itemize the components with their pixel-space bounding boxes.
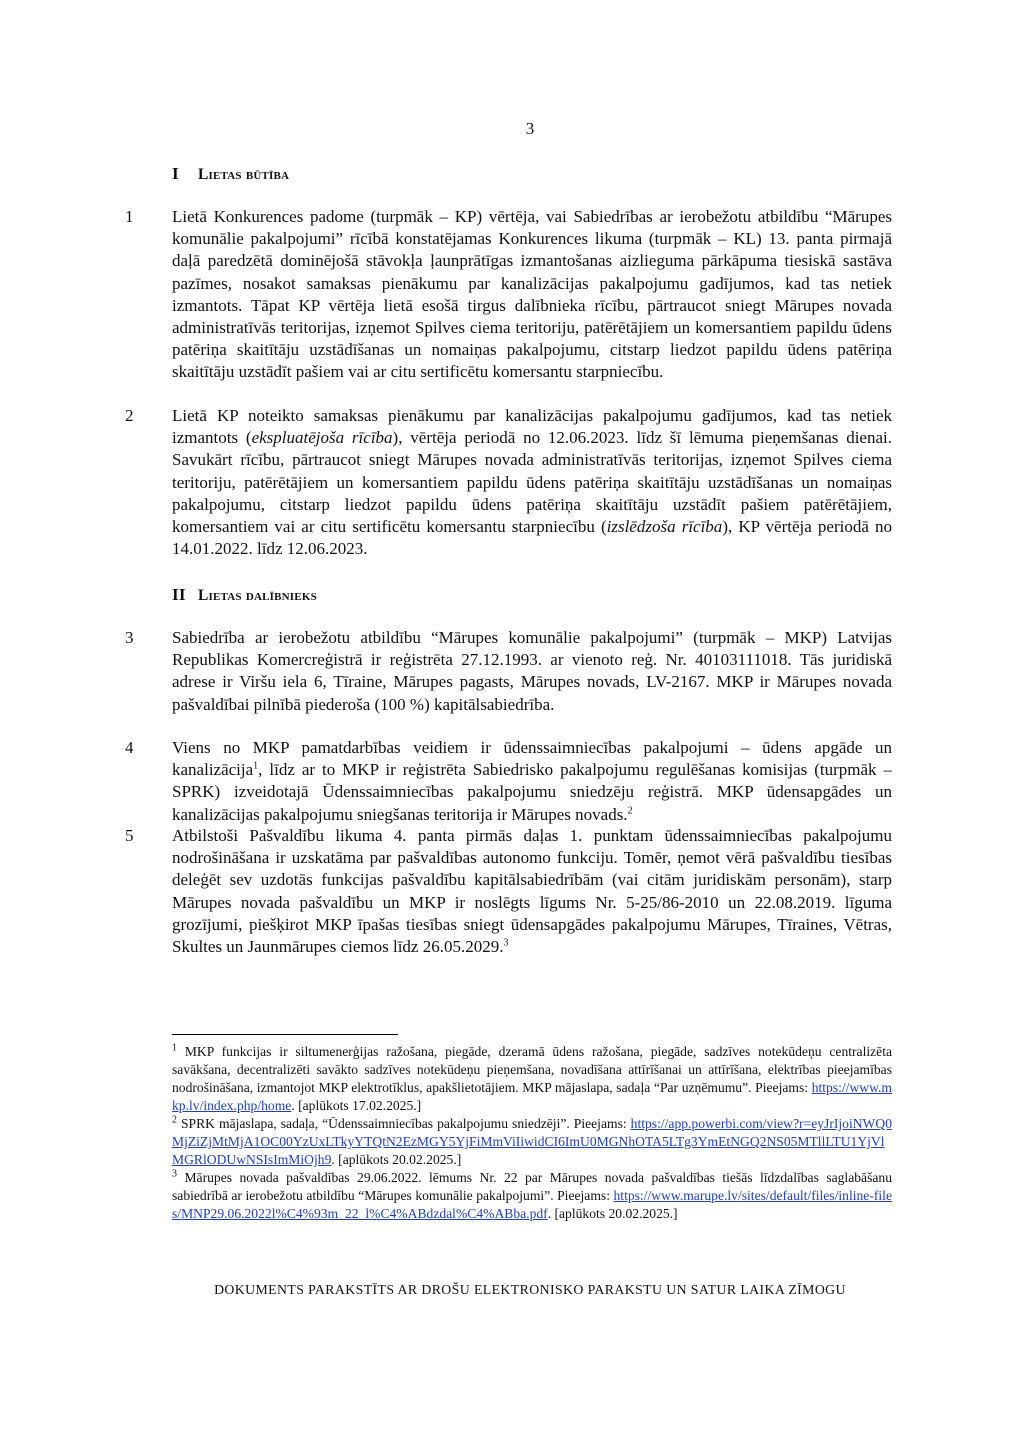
paragraph-text: Lietā Konkurences padome (turpmāk – KP) vērtēja, vai Sabiedrības ar ierobežotu atbildību “Mārupes komunālie pakalpojumi” rīcībā konstatējamas Konkurences likuma (turpmāk – KL) 13. panta pirmajā daļā paredzētā dominējošā stāvokļa ļaunprātīgas izmantošanas aizlieguma pārkāpuma tiesiskā sastāva pazīmes, nosakot samaksas pienākumu par kanalizācijas pakalpojumu gadījumos, kad tas netiek izmantots. Tāpat KP vērtēja lietā esošā tirgus dalībnieka rīcību, pārtraucot sniegt Mārupes novada administratīvās teritorijas, izņemot Spilves ciema teritoriju, patērētājiem un komersantiem papildu ūdens patēriņa skaitītāju uzstādīšanas un nomaiņas pakalpojumu, citstarp liedzot papildu ūdens patēriņa skaitītāju uzstādīt pašiem vai ar citu sertificētu komersantu starpniecību. [172,207,892,382]
paragraph-2 [125,405,892,560]
paragraph-4 [125,737,892,826]
footnote-2: $^2$ SPRK mājaslapa, sadaļa, “Ūdenssaimniecības pakalpojumu sniedzēji”. Pieejams: https://app.powerbi.com/view?r=eyJrIjoiNWQ0MjZiZjMtMjA1OC00YzUxLTkyYTQtN2EzMGY5YjFiMmViIiwidCI6ImU0MGNhOTA5LTg3YmEtNGQ2NS05MTllLTU1YjVlMGRlODUwNSIsImMiOjh9. [aplūkots 20.02.2025.] [172,1114,892,1167]
emphasis: izslēdzoša rīcība [606,517,723,537]
paragraph-text: Atbilstoši Pašvaldību likuma 4. panta pirmās daļas 1. punktam ūdenssaimniecības pakalpojumu nodrošināšana ir uzskatāma par pašvaldības autonomo funkciju. Tomēr, ņemot vērā pašvaldību tiesības deleģēt sev uzdotās funkcijas pašvaldību kapitālsabiedrībām (vai citām juridiskām personām), starp Mārupes novada pašvaldību un MKP ir noslēgts līgums Nr. 5-25/86-2010 un 22.08.2019. līguma grozījumi, piešķirot MKP īpašas tiesības sniegt ūdensapgādes pakalpojumu Mārupes, Tīraines, Vētras, Skultes un Jaunmārupes ciemos līdz 26.05.2029.$^3$ [172,826,892,957]
paragraph-3 [125,627,892,716]
footnote-link[interactable]: https://app.powerbi.com/view?r=eyJrIjoiNWQ0MjZiZjMtMjA1OC00YzUxLTkyYTQtN2EzMGY5YjFiMmViIiwidCI6ImU0MGNhOTA5LTg3YmEtNGQ2NS05MTllLTU1YjVlMGRlODUwNSIsImMiOjh9 [172,1116,892,1167]
footnote-ref[interactable]: 2 [627,804,633,816]
section-title-2: Lietas dalībnieks [198,587,317,604]
signature-notice: DOKUMENTS PARAKSTĪTS AR DROŠU ELEKTRONISKO PARAKSTU UN SATUR LAIKA ZĪMOGU [214,1282,846,1297]
paragraph-number: 5 [125,826,134,845]
footnote-1: $^1$ MKP funkcijas ir siltumenerģijas ražošana, piegāde, dzeramā ūdens ražošana, piegāde, sadzīves notekūdeņu centralizēta savākšana, decentralizēti savākto sadzīves notekūdeņu pieņemšana, novadīšana attīrīšanai un attīrīšana, elektrības pieejamības nodrošināšana, izmantojot MKP elektrotīklus, apakšlietotājiem. MKP mājaslapa, sadaļa “Par uzņēmumu”. Pieejams: https://www.mkp.lv/index.php/home. [aplūkots 17.02.2025.] [172,1042,893,1113]
emphasis: ekspluatējoša rīcība [251,428,393,448]
section-heading-2 [172,585,317,605]
paragraph-text: Lietā KP noteikto samaksas pienākumu par kanalizācijas pakalpojumu gadījumos, kad tas netiek izmantots (ekspluatējoša rīcība), vērtēja periodā no 12.06.2023. līdz šī lēmuma pieņemšanas dienai. Savukārt rīcību, pārtraucot sniegt Mārupes novada administratīvās teritorijas, izņemot Spilves ciema teritoriju, patērētājiem un komersantiem papildu ūdens patēriņa skaitītāju uzstādīšanas un nomaiņas pakalpojumu, citstarp liedzot papildu ūdens patēriņa skaitītāju uzstādīt pašiem patērētājiem, komersantiem vai ar citu sertificētu komersantu starpniecību (izslēdzoša rīcība), KP vērtēja periodā no 14.01.2022. līdz 12.06.2023. [172,406,893,559]
paragraph-text: Viens no MKP pamatdarbības veidiem ir ūdenssaimniecības pakalpojumi – ūdens apgāde un kanalizācija$^1$, līdz ar to MKP ir reģistrēta Sabiedrisko pakalpojumu regulēšanas komisijas (turpmāk – SPRK) izveidotajā Ūdenssaimniecības pakalpojumu sniedzēju reģistrā. MKP ūdensapgādes un kanalizācijas pakalpojumu sniegšanas teritorija ir Mārupes novads.$^2$ [172,738,892,824]
paragraph-1 [125,206,892,384]
footnote-3: $^3$ Mārupes novada pašvaldības 29.06.2022. lēmums Nr. 22 par Mārupes novada pašvaldības tiešās līdzdalības saglabāšanu sabiedrībā ar ierobežotu atbildību “Mārupes komunālie pakalpojumi”. Pieejams: https://www.marupe.lv/sites/default/files/inline-files/MNP29.06.2022l%C4%93m_22_l%C4%ABdzdal%C4%ABba.pdf. [aplūkots 20.02.2025.] [172,1168,892,1221]
section-heading-1 [172,164,289,184]
paragraph-number: 4 [125,738,134,757]
footnote-link[interactable]: https://www.mkp.lv/index.php/home [172,1080,892,1113]
footnote-ref[interactable]: 3 [503,937,509,949]
paragraph-number: 3 [125,628,134,647]
footnotes [172,1043,892,1223]
footnote-ref[interactable]: 1 [253,760,259,772]
page-number: 3 [525,119,535,138]
paragraph-number: 1 [125,207,134,226]
paragraph-number: 2 [125,406,134,425]
section-title-1: Lietas būtība [198,166,290,183]
section-roman-2: II [172,585,186,604]
section-roman-1: I [172,164,179,183]
paragraph-text: Sabiedrība ar ierobežotu atbildību “Mārupes komunālie pakalpojumi” (turpmāk – MKP) Latvijas Republikas Komercreģistrā ir reģistrēta 27.12.1993. ar vienoto reģ. Nr. 40103111018. Tās juridiskā adrese ir Viršu iela 6, Tīraine, Mārupes pagasts, Mārupes novads, LV-2167. MKP ir Mārupes novada pašvaldībai pilnībā piederoša (100 %) kapitālsabiedrība. [172,628,892,714]
paragraph-5 [125,825,892,958]
footnote-link[interactable]: https://www.marupe.lv/sites/default/files/inline-files/MNP29.06.2022l%C4%93m_22_l%C4%ABdzdal%C4%ABba.pdf [172,1188,892,1221]
footnote-separator [172,1034,398,1035]
